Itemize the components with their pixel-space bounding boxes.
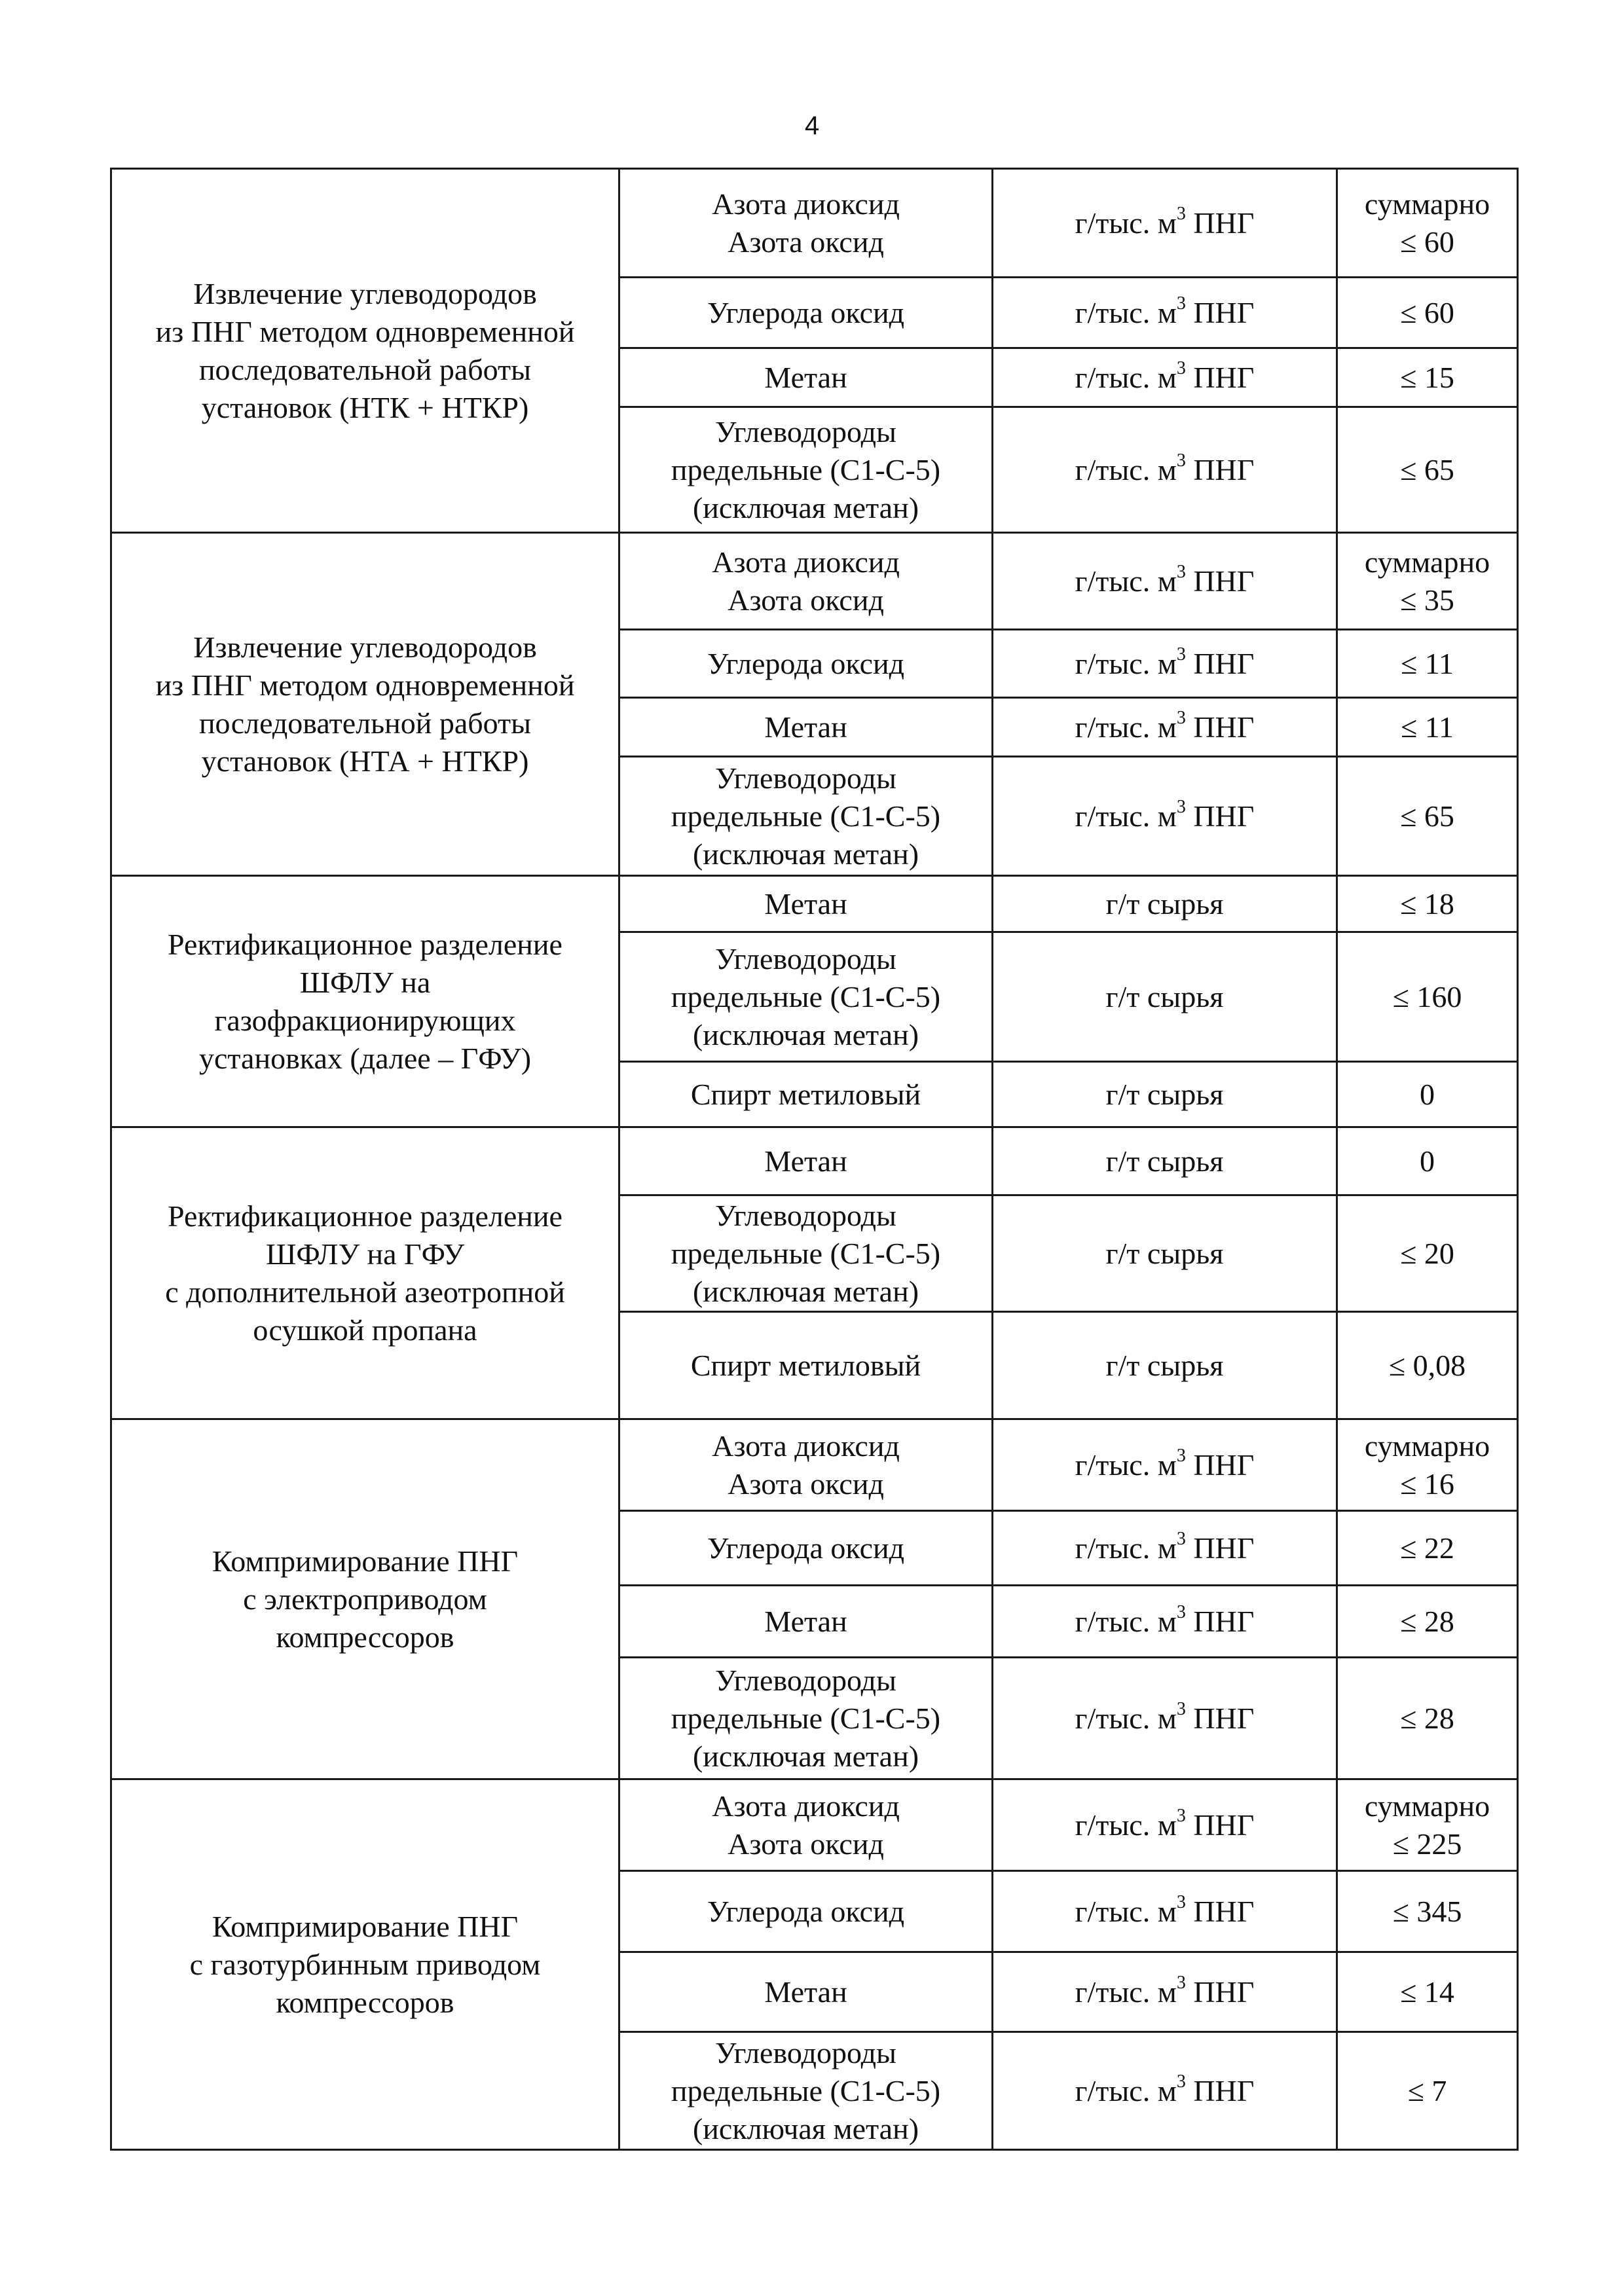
unit-text: г/тыс. м — [1075, 295, 1177, 329]
substance-name-line: Спирт метиловый — [690, 1077, 921, 1111]
unit-text: г/тыс. м — [1075, 1894, 1177, 1928]
unit-exponent: 3 — [1176, 293, 1186, 314]
norm-value-line: ≤ 11 — [1400, 646, 1454, 680]
unit-cell — [993, 932, 1337, 1062]
unit-cell — [993, 630, 1337, 698]
unit-text: г/тыс. м — [1075, 1701, 1177, 1735]
norm-value-line: ≤ 22 — [1400, 1531, 1454, 1565]
value-cell — [1337, 1871, 1518, 1952]
unit-cell — [993, 698, 1337, 757]
process-name-line: компрессоров — [276, 1985, 454, 2019]
norm-value-line: ≤ 160 — [1392, 979, 1462, 1013]
unit-cell — [993, 278, 1337, 348]
table-row — [111, 533, 1518, 630]
substance-cell — [619, 1195, 993, 1312]
unit-exponent: 3 — [1176, 204, 1186, 225]
unit-exponent: 3 — [1176, 644, 1186, 665]
substance-name-line: Азота оксид — [728, 1827, 884, 1861]
unit-exponent: 3 — [1176, 1699, 1186, 1720]
process-cell — [111, 1779, 619, 2150]
emission-norms-table — [110, 168, 1519, 2151]
unit-suffix: ПНГ — [1185, 452, 1255, 486]
norm-value-line: суммарно — [1364, 1429, 1490, 1463]
value-cell — [1337, 757, 1518, 876]
unit-text: г/т сырья — [1105, 1348, 1224, 1382]
unit-exponent: 3 — [1176, 358, 1186, 379]
process-name-line: установок (НТА + НТКР) — [201, 744, 529, 778]
unit-cell — [993, 1952, 1337, 2032]
process-name-line: последовательной работы — [198, 706, 532, 740]
value-cell — [1337, 1779, 1518, 1871]
norm-value-line: 0 — [1420, 1144, 1435, 1178]
substance-name-line: Метан — [764, 886, 847, 920]
substance-name-line: Углеводороды — [715, 941, 896, 975]
table-row — [111, 169, 1518, 278]
unit-text: г/тыс. м — [1075, 1975, 1177, 2009]
substance-cell — [619, 348, 993, 407]
substance-name-line: предельные (С1-С-5) — [671, 452, 941, 486]
substance-name-line: Углеводороды — [715, 2035, 896, 2069]
value-cell — [1337, 2032, 1518, 2150]
value-cell — [1337, 1127, 1518, 1195]
substance-name-line: Азота диоксид — [712, 1429, 900, 1463]
substance-cell — [619, 407, 993, 533]
table-row — [111, 876, 1518, 932]
substance-name-line: предельные (С1-С-5) — [671, 1701, 941, 1735]
value-cell — [1337, 1658, 1518, 1779]
unit-suffix: ПНГ — [1185, 2073, 1255, 2107]
substance-name-line: Углеводороды — [715, 761, 896, 795]
process-name-line: с газотурбинным приводом — [189, 1947, 541, 1981]
norm-value-line: ≤ 28 — [1400, 1701, 1454, 1735]
norm-value-line: ≤ 225 — [1392, 1827, 1462, 1861]
unit-exponent: 3 — [1176, 1529, 1186, 1550]
unit-suffix: ПНГ — [1185, 206, 1255, 240]
unit-exponent: 3 — [1176, 1446, 1186, 1467]
process-cell — [111, 876, 619, 1127]
substance-cell — [619, 757, 993, 876]
table-row — [111, 1419, 1518, 1511]
unit-text: г/тыс. м — [1075, 1808, 1177, 1842]
unit-cell — [993, 1871, 1337, 1952]
page-number: 4 — [804, 111, 820, 140]
unit-text: г/тыс. м — [1075, 710, 1177, 744]
unit-exponent: 3 — [1176, 450, 1186, 471]
process-name-line: Компримирование ПНГ — [212, 1909, 519, 1943]
process-name-line: Извлечение углеводородов — [193, 630, 537, 664]
substance-name-line: Углеводороды — [715, 1198, 896, 1232]
unit-cell — [993, 1779, 1337, 1871]
norm-value-line: суммарно — [1364, 545, 1490, 579]
unit-cell — [993, 1312, 1337, 1419]
substance-name-line: Метан — [764, 1604, 847, 1638]
unit-text: г/тыс. м — [1075, 452, 1177, 486]
process-name-line: осушкой пропана — [253, 1313, 477, 1347]
process-name-line: компрессоров — [276, 1620, 454, 1654]
value-cell — [1337, 1952, 1518, 2032]
process-cell — [111, 1127, 619, 1419]
unit-cell — [993, 1658, 1337, 1779]
value-cell — [1337, 932, 1518, 1062]
substance-name-line: Азота оксид — [728, 583, 884, 617]
process-cell — [111, 533, 619, 876]
substance-name-line: (исключая метан) — [692, 1017, 919, 1051]
substance-name-line: Азота диоксид — [712, 187, 900, 221]
unit-cell — [993, 169, 1337, 278]
unit-text: г/т сырья — [1105, 1144, 1224, 1178]
unit-cell — [993, 757, 1337, 876]
substance-cell — [619, 2032, 993, 2150]
unit-suffix: ПНГ — [1185, 1975, 1255, 2009]
substance-name-line: Азота диоксид — [712, 545, 900, 579]
unit-text: г/тыс. м — [1075, 564, 1177, 598]
unit-suffix: ПНГ — [1185, 1894, 1255, 1928]
process-name-line: из ПНГ методом одновременной — [155, 314, 575, 348]
substance-name-line: Азота оксид — [728, 1467, 884, 1501]
substance-cell — [619, 1419, 993, 1511]
unit-suffix: ПНГ — [1185, 360, 1255, 394]
substance-name-line: Метан — [764, 1975, 847, 2009]
substance-cell — [619, 1779, 993, 1871]
substance-cell — [619, 1511, 993, 1586]
unit-text: г/тыс. м — [1075, 1604, 1177, 1638]
norm-value-line: ≤ 28 — [1400, 1604, 1454, 1638]
value-cell — [1337, 1195, 1518, 1312]
unit-exponent: 3 — [1176, 1973, 1186, 1994]
unit-exponent: 3 — [1176, 562, 1186, 583]
substance-name-line: Углеводороды — [715, 414, 896, 448]
substance-name-line: Углерода оксид — [707, 1531, 905, 1565]
value-cell — [1337, 698, 1518, 757]
value-cell — [1337, 876, 1518, 932]
substance-name-line: предельные (С1-С-5) — [671, 979, 941, 1013]
substance-cell — [619, 876, 993, 932]
unit-text: г/тыс. м — [1075, 360, 1177, 394]
norm-value-line: ≤ 60 — [1400, 225, 1454, 259]
unit-cell — [993, 533, 1337, 630]
substance-name-line: предельные (С1-С-5) — [671, 1236, 941, 1270]
unit-exponent: 3 — [1176, 708, 1186, 729]
unit-cell — [993, 1511, 1337, 1586]
value-cell — [1337, 533, 1518, 630]
unit-suffix: ПНГ — [1185, 1531, 1255, 1565]
process-name-line: газофракционирующих — [214, 1003, 516, 1037]
substance-name-line: (исключая метан) — [692, 837, 919, 871]
substance-cell — [619, 169, 993, 278]
substance-cell — [619, 533, 993, 630]
process-name-line: из ПНГ методом одновременной — [155, 668, 575, 702]
substance-name-line: (исключая метан) — [692, 1739, 919, 1773]
norm-value-line: ≤ 7 — [1407, 2073, 1447, 2107]
substance-name-line: Азота диоксид — [712, 1789, 900, 1823]
norm-value-line: ≤ 60 — [1400, 295, 1454, 329]
unit-suffix: ПНГ — [1185, 1604, 1255, 1638]
substance-name-line: Метан — [764, 1144, 847, 1178]
substance-cell — [619, 1312, 993, 1419]
unit-cell — [993, 1062, 1337, 1127]
substance-cell — [619, 630, 993, 698]
norm-value-line: ≤ 65 — [1400, 452, 1454, 486]
substance-cell — [619, 278, 993, 348]
substance-name-line: Углеводороды — [715, 1663, 896, 1697]
norm-value-line: ≤ 16 — [1400, 1467, 1454, 1501]
norm-value-line: ≤ 14 — [1400, 1975, 1454, 2009]
norm-value-line: ≤ 0,08 — [1388, 1348, 1466, 1382]
process-name-line: Ректификационное разделение — [168, 927, 563, 961]
unit-cell — [993, 1419, 1337, 1511]
unit-text: г/тыс. м — [1075, 799, 1177, 833]
unit-text: г/т сырья — [1105, 979, 1224, 1013]
substance-cell — [619, 1658, 993, 1779]
value-cell — [1337, 1312, 1518, 1419]
norm-value-line: 0 — [1420, 1077, 1435, 1111]
value-cell — [1337, 1586, 1518, 1658]
norm-value-line: ≤ 15 — [1400, 360, 1454, 394]
unit-cell — [993, 2032, 1337, 2150]
value-cell — [1337, 630, 1518, 698]
unit-cell — [993, 1195, 1337, 1312]
unit-cell — [993, 348, 1337, 407]
unit-exponent: 3 — [1176, 797, 1186, 818]
unit-text: г/т сырья — [1105, 886, 1224, 920]
substance-cell — [619, 1586, 993, 1658]
unit-text: г/тыс. м — [1075, 1531, 1177, 1565]
value-cell — [1337, 407, 1518, 533]
substance-cell — [619, 1127, 993, 1195]
substance-name-line: Спирт метиловый — [690, 1348, 921, 1382]
substance-cell — [619, 1952, 993, 2032]
substance-name-line: Углерода оксид — [707, 1894, 905, 1928]
value-cell — [1337, 1511, 1518, 1586]
value-cell — [1337, 348, 1518, 407]
unit-text: г/тыс. м — [1075, 646, 1177, 680]
table-row — [111, 1127, 1518, 1195]
unit-text: г/тыс. м — [1075, 2073, 1177, 2107]
unit-exponent: 3 — [1176, 1806, 1186, 1827]
substance-name-line: (исключая метан) — [692, 490, 919, 524]
process-name-line: с электроприводом — [243, 1582, 487, 1616]
substance-cell — [619, 698, 993, 757]
substance-name-line: Азота оксид — [728, 225, 884, 259]
norm-value-line: ≤ 11 — [1400, 710, 1454, 744]
unit-exponent: 3 — [1176, 2071, 1186, 2092]
substance-cell — [619, 932, 993, 1062]
value-cell — [1337, 1062, 1518, 1127]
value-cell — [1337, 169, 1518, 278]
table-row — [111, 1779, 1518, 1871]
process-cell — [111, 1419, 619, 1779]
unit-suffix: ПНГ — [1185, 1448, 1255, 1482]
unit-text: г/т сырья — [1105, 1077, 1224, 1111]
unit-suffix: ПНГ — [1185, 295, 1255, 329]
substance-cell — [619, 1062, 993, 1127]
norm-value-line: ≤ 20 — [1400, 1236, 1454, 1270]
substance-name-line: (исключая метан) — [692, 1274, 919, 1308]
value-cell — [1337, 278, 1518, 348]
process-name-line: Компримирование ПНГ — [212, 1544, 519, 1578]
unit-suffix: ПНГ — [1185, 1808, 1255, 1842]
norm-value-line: ≤ 35 — [1400, 583, 1454, 617]
process-name-line: ШФЛУ на — [299, 965, 431, 999]
unit-cell — [993, 876, 1337, 932]
norm-value-line: ≤ 65 — [1400, 799, 1454, 833]
unit-suffix: ПНГ — [1185, 710, 1255, 744]
unit-text: г/т сырья — [1105, 1236, 1224, 1270]
norm-value-line: ≤ 18 — [1400, 886, 1454, 920]
unit-suffix: ПНГ — [1185, 1701, 1255, 1735]
unit-cell — [993, 1127, 1337, 1195]
norm-value-line: суммарно — [1364, 187, 1490, 221]
norm-value-line: ≤ 345 — [1392, 1894, 1462, 1928]
process-name-line: установках (далее – ГФУ) — [198, 1041, 532, 1075]
substance-name-line: предельные (С1-С-5) — [671, 2073, 941, 2107]
substance-name-line: (исключая метан) — [692, 2111, 919, 2145]
process-name-line: ШФЛУ на ГФУ — [265, 1237, 465, 1271]
norm-value-line: суммарно — [1364, 1789, 1490, 1823]
unit-exponent: 3 — [1176, 1892, 1186, 1913]
unit-suffix: ПНГ — [1185, 564, 1255, 598]
unit-suffix: ПНГ — [1185, 646, 1255, 680]
substance-name-line: предельные (С1-С-5) — [671, 799, 941, 833]
process-cell — [111, 169, 619, 533]
unit-text: г/тыс. м — [1075, 206, 1177, 240]
unit-text: г/тыс. м — [1075, 1448, 1177, 1482]
process-name-line: установок (НТК + НТКР) — [201, 390, 529, 424]
unit-cell — [993, 407, 1337, 533]
process-name-line: последовательной работы — [198, 352, 532, 386]
substance-name-line: Углерода оксид — [707, 295, 905, 329]
substance-name-line: Метан — [764, 360, 847, 394]
substance-name-line: Углерода оксид — [707, 646, 905, 680]
value-cell — [1337, 1419, 1518, 1511]
unit-exponent: 3 — [1176, 1602, 1186, 1623]
process-name-line: Извлечение углеводородов — [193, 276, 537, 310]
unit-cell — [993, 1586, 1337, 1658]
substance-name-line: Метан — [764, 710, 847, 744]
emission-norms-table-body — [111, 169, 1518, 2150]
process-name-line: Ректификационное разделение — [168, 1199, 563, 1233]
substance-cell — [619, 1871, 993, 1952]
process-name-line: с дополнительной азеотропной — [165, 1275, 565, 1309]
unit-suffix: ПНГ — [1185, 799, 1255, 833]
